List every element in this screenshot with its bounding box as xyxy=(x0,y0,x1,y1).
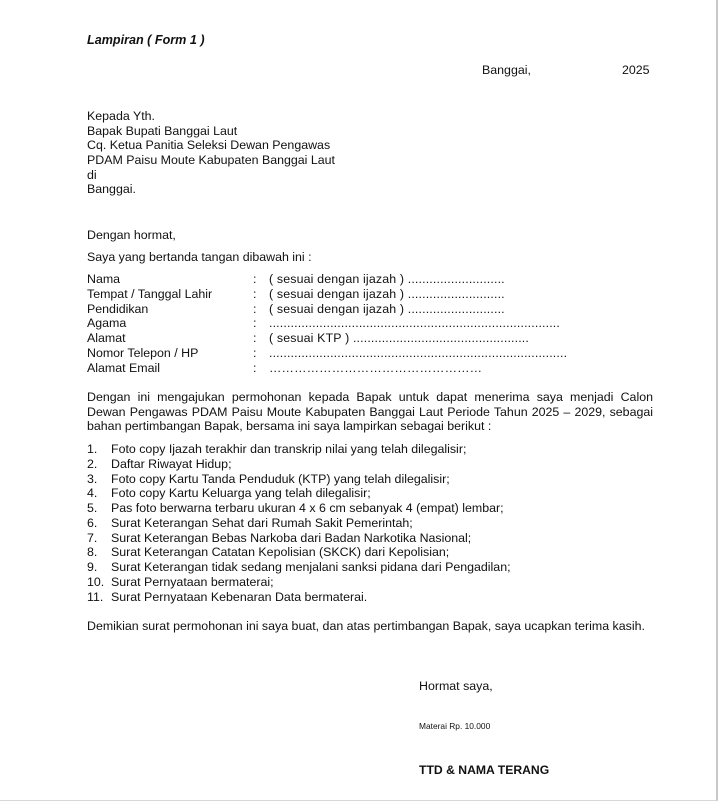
field-colon: : xyxy=(253,345,257,360)
list-text: Surat Keterangan tidak sedang menjalani sanksi pidana dari Pengadilan; xyxy=(111,560,511,574)
field-value: ................................................................................... xyxy=(269,345,568,360)
addressee-block xyxy=(87,109,335,197)
list-text: Surat Pernyataan Kebenaran Data bermaterai. xyxy=(111,589,368,604)
list-number: 4. xyxy=(87,486,98,501)
list-number: 1. xyxy=(87,442,98,456)
list-number: 6. xyxy=(87,515,98,530)
list-text: Surat Pernyataan bermaterai; xyxy=(111,574,274,589)
intro-line: Saya yang bertanda tangan dibawah ini : xyxy=(87,250,312,264)
field-label: Nama xyxy=(87,272,121,286)
field-colon: : xyxy=(253,272,257,286)
field-value: ( sesuai dengan ijazah ) ........................... xyxy=(269,272,505,286)
addressee-line: Kepada Yth. xyxy=(87,109,155,123)
list-number: 11. xyxy=(87,589,104,604)
closing-paragraph: Demikian surat permohonan ini saya buat, dan atas pertimbangan Bapak, saya ucapkan terima kasih. xyxy=(87,619,645,633)
list-number: 10. xyxy=(87,574,105,589)
letter-place: Banggai, xyxy=(482,63,531,77)
list-number: 8. xyxy=(87,545,98,560)
stamp-note: Materai Rp. 10.000 xyxy=(419,721,491,731)
field-value: ................................................................................. xyxy=(269,316,560,331)
list-number: 2. xyxy=(87,456,98,471)
list-text: Surat Keterangan Sehat dari Rumah Sakit Pemerintah; xyxy=(111,515,413,530)
list-number: 7. xyxy=(87,530,98,545)
addressee-line: PDAM Paisu Moute Kabupaten Banggai Laut xyxy=(87,153,335,168)
field-colon: : xyxy=(253,301,257,316)
list-number: 5. xyxy=(87,501,98,515)
list-number: 3. xyxy=(87,471,98,486)
addressee-line: di xyxy=(87,167,97,182)
field-value: ( sesuai dengan ijazah ) ........................... xyxy=(269,301,505,316)
signature-label: TTD & NAMA TERANG xyxy=(419,763,550,777)
form-label: Lampiran ( Form 1 ) xyxy=(87,33,205,47)
field-label: Tempat / Tanggal Lahir xyxy=(87,286,213,301)
field-colon: : xyxy=(253,316,257,331)
field-label: Nomor Telepon / HP xyxy=(87,345,199,360)
list-text: Foto copy Ijazah terakhir dan transkrip nilai yang telah dilegalisir; xyxy=(111,442,467,456)
addressee-line: Banggai. xyxy=(87,182,136,197)
list-text: Foto copy Kartu Tanda Penduduk (KTP) yang telah dilegalisir; xyxy=(111,471,450,486)
field-value: ( sesuai KTP ) ................................................. xyxy=(269,331,529,346)
field-colon: : xyxy=(253,360,257,375)
addressee-line: Bapak Bupati Banggai Laut xyxy=(87,123,238,138)
list-text: Surat Keterangan Bebas Narkoba dari Badan Narkotika Nasional; xyxy=(111,530,472,545)
field-label: Agama xyxy=(87,316,127,331)
list-number: 9. xyxy=(87,560,98,574)
list-text: Surat Keterangan Catatan Kepolisian (SKCK) dari Kepolisian; xyxy=(111,545,450,560)
field-label: Alamat xyxy=(87,331,126,346)
letter-year: 2025 xyxy=(622,63,650,77)
field-label: Pendidikan xyxy=(87,301,149,316)
addressee-line: Cq. Ketua Panitia Seleksi Dewan Pengawas xyxy=(87,138,331,153)
list-text: Foto copy Kartu Keluarga yang telah dilegalisir; xyxy=(111,486,371,501)
regards-text: Hormat saya, xyxy=(419,679,493,693)
field-value: …………………………………………… xyxy=(269,360,483,375)
field-colon: : xyxy=(253,331,257,346)
field-colon: : xyxy=(253,286,257,301)
field-label: Alamat Email xyxy=(87,360,160,375)
list-text: Pas foto berwarna terbaru ukuran 4 x 6 cm sebanyak 4 (empat) lembar; xyxy=(111,501,504,515)
field-value: ( sesuai dengan ijazah ) ........................... xyxy=(269,286,505,301)
salutation: Dengan hormat, xyxy=(87,228,176,242)
list-text: Daftar Riwayat Hidup; xyxy=(111,456,232,471)
request-paragraph: Dengan ini mengajukan permohonan kepada Bapak untuk dapat menerima saya menjadi Calon Dewan Pengawas PDAM Paisu Moute Kabupaten Banggai Laut Periode Tahun 2025 – 2029, sebagai bahan pertimbangan Bapak, bersama ini saya lampirkan sebagai berikut : xyxy=(87,390,653,434)
